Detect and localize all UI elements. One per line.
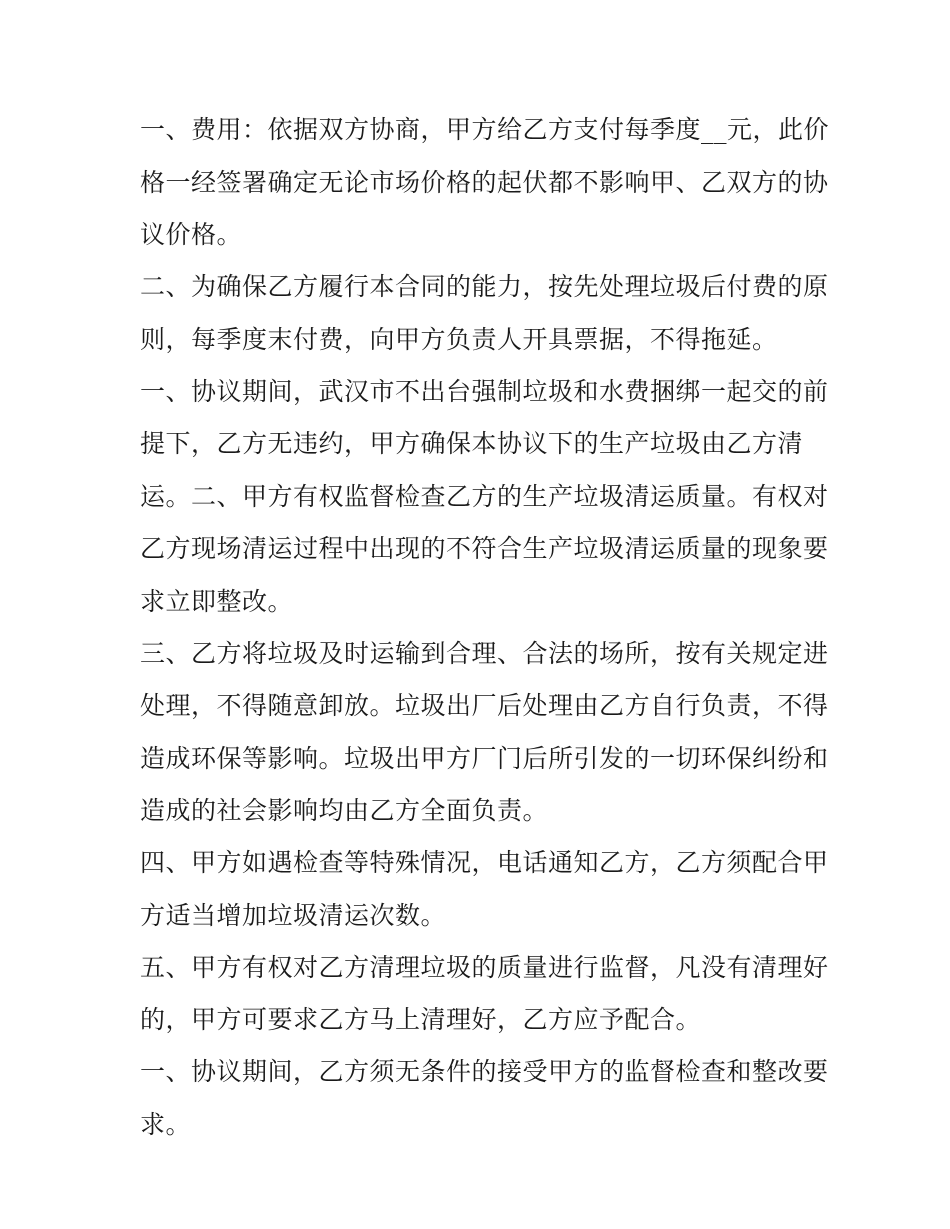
clause-agreement-period [140, 374, 829, 619]
text-line: 运。二、甲方有权监督检查乙方的生产垃圾清运质量。有权对 [140, 481, 829, 511]
clause-fee [140, 112, 830, 252]
text-line: 造成环保等影响。垃圾出甲方厂门后所引发的一切环保纠纷和 [140, 743, 829, 773]
clause-payment [140, 269, 829, 357]
text-line: 一、费用：依据双方协商，甲方给乙方支付每季度__元，此价 [140, 115, 830, 144]
text-line: 格一经签署确定无论市场价格的起伏都不影响甲、乙双方的协 [140, 167, 829, 197]
text-line: 的，甲方可要求乙方马上清理好，乙方应予配合。 [140, 1005, 702, 1034]
clause-supervision [140, 950, 829, 1038]
text-line: 二、为确保乙方履行本合同的能力，按先处理垃圾后付费的原 [140, 272, 829, 301]
clause-inspection [140, 845, 829, 933]
text-line: 一、协议期间，武汉市不出台强制垃圾和水费捆绑一起交的前 [140, 376, 829, 406]
text-line: 造成的社会影响均由乙方全面负责。 [140, 796, 549, 825]
document-body [140, 112, 830, 1159]
text-line: 求。 [140, 1109, 192, 1139]
text-line: 处理，不得随意卸放。垃圾出厂后处理由乙方自行负责，不得 [140, 691, 829, 720]
text-line: 五、甲方有权对乙方清理垃圾的质量进行监督，凡没有清理好 [140, 952, 829, 982]
text-line: 方适当增加垃圾清运次数。 [140, 900, 447, 930]
text-line: 提下，乙方无违约，甲方确保本协议下的生产垃圾由乙方清 [140, 429, 804, 458]
text-line: 乙方现场清运过程中出现的不符合生产垃圾清运质量的现象要 [140, 534, 829, 563]
text-line: 则，每季度末付费，向甲方负责人开具票据，不得拖延。 [140, 324, 778, 354]
text-line: 一、协议期间，乙方须无条件的接受甲方的监督检查和整改要 [140, 1057, 829, 1086]
text-line: 议价格。 [140, 220, 243, 249]
text-line: 求立即整改。 [140, 586, 294, 616]
clause-acceptance [140, 1054, 829, 1142]
text-line: 三、乙方将垃圾及时运输到合理、合法的场所，按有关规定进 [140, 638, 829, 668]
text-line: 四、甲方如遇检查等特殊情况，电话通知乙方，乙方须配合甲 [140, 848, 829, 877]
clause-transport [140, 636, 829, 829]
